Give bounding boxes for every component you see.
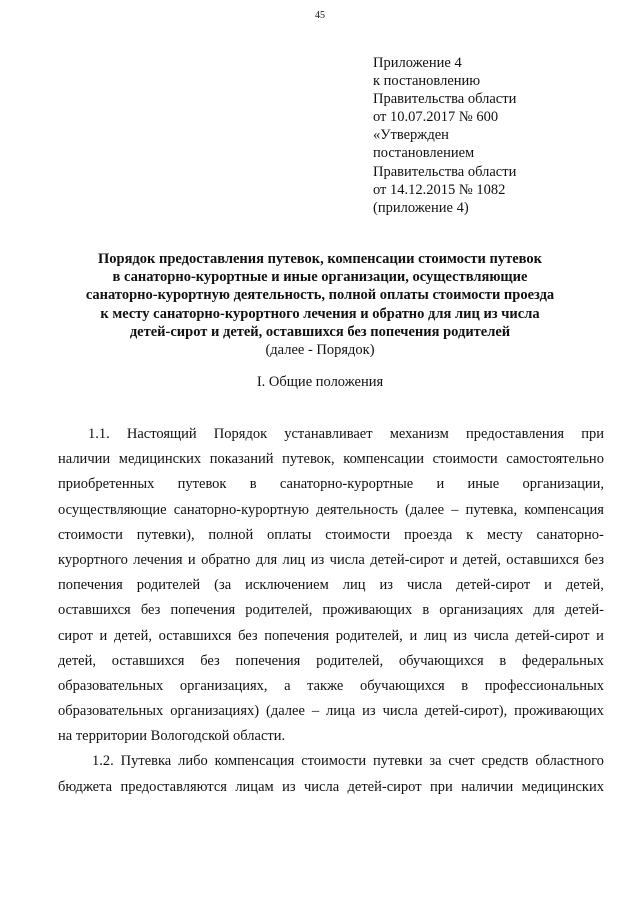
word: также (307, 677, 344, 694)
title-line: к месту санаторно-курортного лечения и обратно для лиц из числа (100, 305, 540, 322)
word: либо (178, 753, 208, 770)
word: устанавливает (284, 426, 373, 442)
word: при (581, 426, 604, 442)
word: без (140, 602, 161, 619)
title-line: детей-сирот и детей, оставшихся без попечения родителей (129, 323, 511, 340)
word: в (461, 677, 469, 694)
word: (за (214, 577, 232, 594)
paragraph-line (58, 699, 604, 724)
document-title (60, 250, 580, 359)
paragraph-line (58, 498, 604, 523)
word: детей-сирот), (424, 703, 508, 720)
word: лиц (342, 577, 366, 594)
word: из (310, 551, 325, 568)
word: федеральных (522, 652, 604, 669)
word: и (99, 627, 108, 644)
word: стоимости (325, 526, 391, 543)
word: и (596, 627, 604, 644)
word: самостоятельно (506, 451, 604, 468)
word: путевок, (282, 451, 335, 468)
word: к (466, 526, 474, 543)
word: лицам (235, 778, 274, 795)
word: лечения (133, 551, 183, 568)
word: наличии (58, 451, 111, 468)
word: компенсация (214, 753, 295, 770)
word: проживающих (514, 703, 604, 720)
word: детей-сирот (370, 551, 445, 568)
word: иные (467, 476, 500, 493)
word: за (429, 753, 442, 770)
paragraph-line (58, 649, 604, 674)
word: лиц (282, 551, 306, 568)
word: и (409, 627, 418, 644)
title-line: санаторно-курортную деятельность, полной оплаты стоимости проезда (85, 287, 555, 304)
word: из (379, 577, 394, 594)
word: Порядок (213, 426, 268, 442)
word: сирот (58, 627, 93, 644)
word: детей- (564, 602, 604, 619)
word: попечения (58, 577, 123, 594)
paragraph-line (58, 422, 604, 447)
word: из (282, 778, 296, 795)
word: попечения (170, 602, 236, 619)
appendix-line: постановлением (373, 145, 475, 162)
word: деятельность (316, 501, 398, 518)
word: и (544, 577, 552, 594)
title-note: (далее - Порядок) (265, 342, 375, 359)
word: детей-сирот (515, 627, 590, 644)
word: организациях) (170, 703, 260, 720)
word: – (451, 501, 459, 518)
word: стоимости (432, 451, 498, 468)
word: стоимости (58, 526, 123, 543)
word: профессиональных (484, 677, 604, 694)
paragraph-line: на территории Вологодской области. (58, 728, 286, 745)
word: наличии (461, 778, 514, 795)
word: образовательных (58, 677, 164, 694)
paragraph-line (58, 548, 604, 573)
appendix-line: Правительства области (373, 91, 517, 108)
word: в (249, 476, 257, 493)
word: для (255, 551, 278, 568)
word: проезда (403, 526, 453, 543)
page-number: 45 (315, 10, 325, 21)
word: родителей (136, 577, 201, 594)
word: полной (208, 526, 254, 543)
body-text (58, 422, 604, 800)
word: числа (382, 703, 418, 720)
section-heading: I. Общие положения (256, 374, 384, 390)
word: механизм (389, 426, 449, 442)
word: курортного (58, 551, 128, 568)
word: оплаты (267, 526, 312, 543)
appendix-reference (373, 54, 623, 217)
word: исключением (245, 577, 329, 594)
paragraph-1-2 (58, 749, 604, 799)
word: в (422, 602, 430, 619)
word: организациях, (179, 677, 268, 694)
word: 1.2. (92, 753, 114, 770)
word: из (453, 627, 467, 644)
paragraph-line (58, 749, 604, 774)
word: родителей, (335, 627, 403, 644)
paragraph-line (58, 598, 604, 623)
word: организации, (522, 476, 604, 493)
word: лиц (423, 627, 447, 644)
word: Путевка (120, 753, 172, 770)
word: при (429, 778, 453, 795)
word: из (362, 703, 376, 720)
word: санаторно-курортные (279, 476, 414, 493)
appendix-line: от 10.07.2017 № 600 (373, 109, 499, 126)
word: без (200, 652, 220, 669)
word: проживающих (322, 602, 413, 619)
word: обучающихся (398, 652, 484, 669)
appendix-line: от 14.12.2015 № 1082 (373, 181, 506, 198)
word: счет (448, 753, 475, 770)
appendix-line: (приложение 4) (373, 199, 469, 216)
word: 1.1. (88, 426, 110, 442)
word: оставшихся (58, 602, 131, 619)
word: медицинских (118, 451, 202, 468)
word: предоставления (465, 426, 565, 442)
word: детей-сирот (347, 778, 422, 795)
paragraph-line (58, 775, 604, 800)
word: оставшихся (111, 652, 185, 669)
word: организациях (439, 602, 524, 619)
word: месту (486, 526, 523, 543)
word: и (187, 551, 196, 568)
word: санаторно- (536, 526, 604, 543)
paragraph-line (58, 624, 604, 649)
paragraph-line (58, 472, 604, 497)
word: средств (481, 753, 529, 770)
word: числа (473, 627, 509, 644)
word: (далее (266, 703, 305, 720)
title-line: Порядок предоставления путевок, компенсации стоимости путевок (97, 251, 543, 267)
word: без (238, 627, 258, 644)
word: компенсации (343, 451, 425, 468)
paragraph-line (58, 674, 604, 699)
word: детей, (58, 652, 96, 669)
word: областного (535, 753, 604, 770)
appendix-line: к постановлению (373, 73, 481, 90)
word: родителей, (316, 652, 384, 669)
appendix-line: «Утвержден (373, 127, 449, 144)
word: а (284, 677, 291, 694)
paragraph-1-1 (58, 422, 604, 749)
word: компенсация (524, 501, 604, 518)
word: без (584, 551, 604, 568)
word: путевки (373, 753, 423, 770)
word: детей, (462, 551, 501, 568)
word: (далее (405, 501, 445, 518)
word: осуществляющие (58, 501, 167, 518)
word: показаний (209, 451, 274, 468)
word: числа (329, 551, 365, 568)
word: попечения (235, 652, 301, 669)
word: числа (407, 577, 443, 594)
word: обучающихся (359, 677, 445, 694)
word: путевки), (136, 526, 195, 543)
word: санаторно-курортную (173, 501, 309, 518)
word: для (533, 602, 555, 619)
word: приобретенных (58, 476, 155, 493)
word: детей, (565, 577, 604, 594)
word: детей, (113, 627, 152, 644)
appendix-line: Правительства области (373, 163, 517, 180)
word: лица (326, 703, 356, 720)
word: обратно (201, 551, 251, 568)
word: числа (303, 778, 340, 795)
word: родителей, (245, 602, 313, 619)
word: детей-сирот (456, 577, 531, 594)
word: путевок (177, 476, 227, 493)
title-line: в санаторно-курортные и иные организации, осуществляющие (112, 269, 528, 286)
paragraph-line (58, 523, 604, 548)
word: стоимости (301, 753, 367, 770)
word: оставшихся (158, 627, 232, 644)
word: оставшихся (506, 551, 579, 568)
paragraph-line (58, 573, 604, 598)
word: – (311, 703, 320, 720)
appendix-line: Приложение 4 (373, 55, 462, 71)
word: в (499, 652, 507, 669)
word: попечения (264, 627, 330, 644)
word: Настоящий (126, 426, 197, 442)
word: бюджета (58, 778, 113, 795)
word: и (436, 476, 445, 493)
word: путевка, (465, 501, 518, 518)
paragraph-line (58, 447, 604, 472)
word: образовательных (58, 703, 164, 720)
word: медицинских (521, 778, 604, 795)
word: предоставляются (120, 778, 227, 795)
word: и (449, 551, 458, 568)
